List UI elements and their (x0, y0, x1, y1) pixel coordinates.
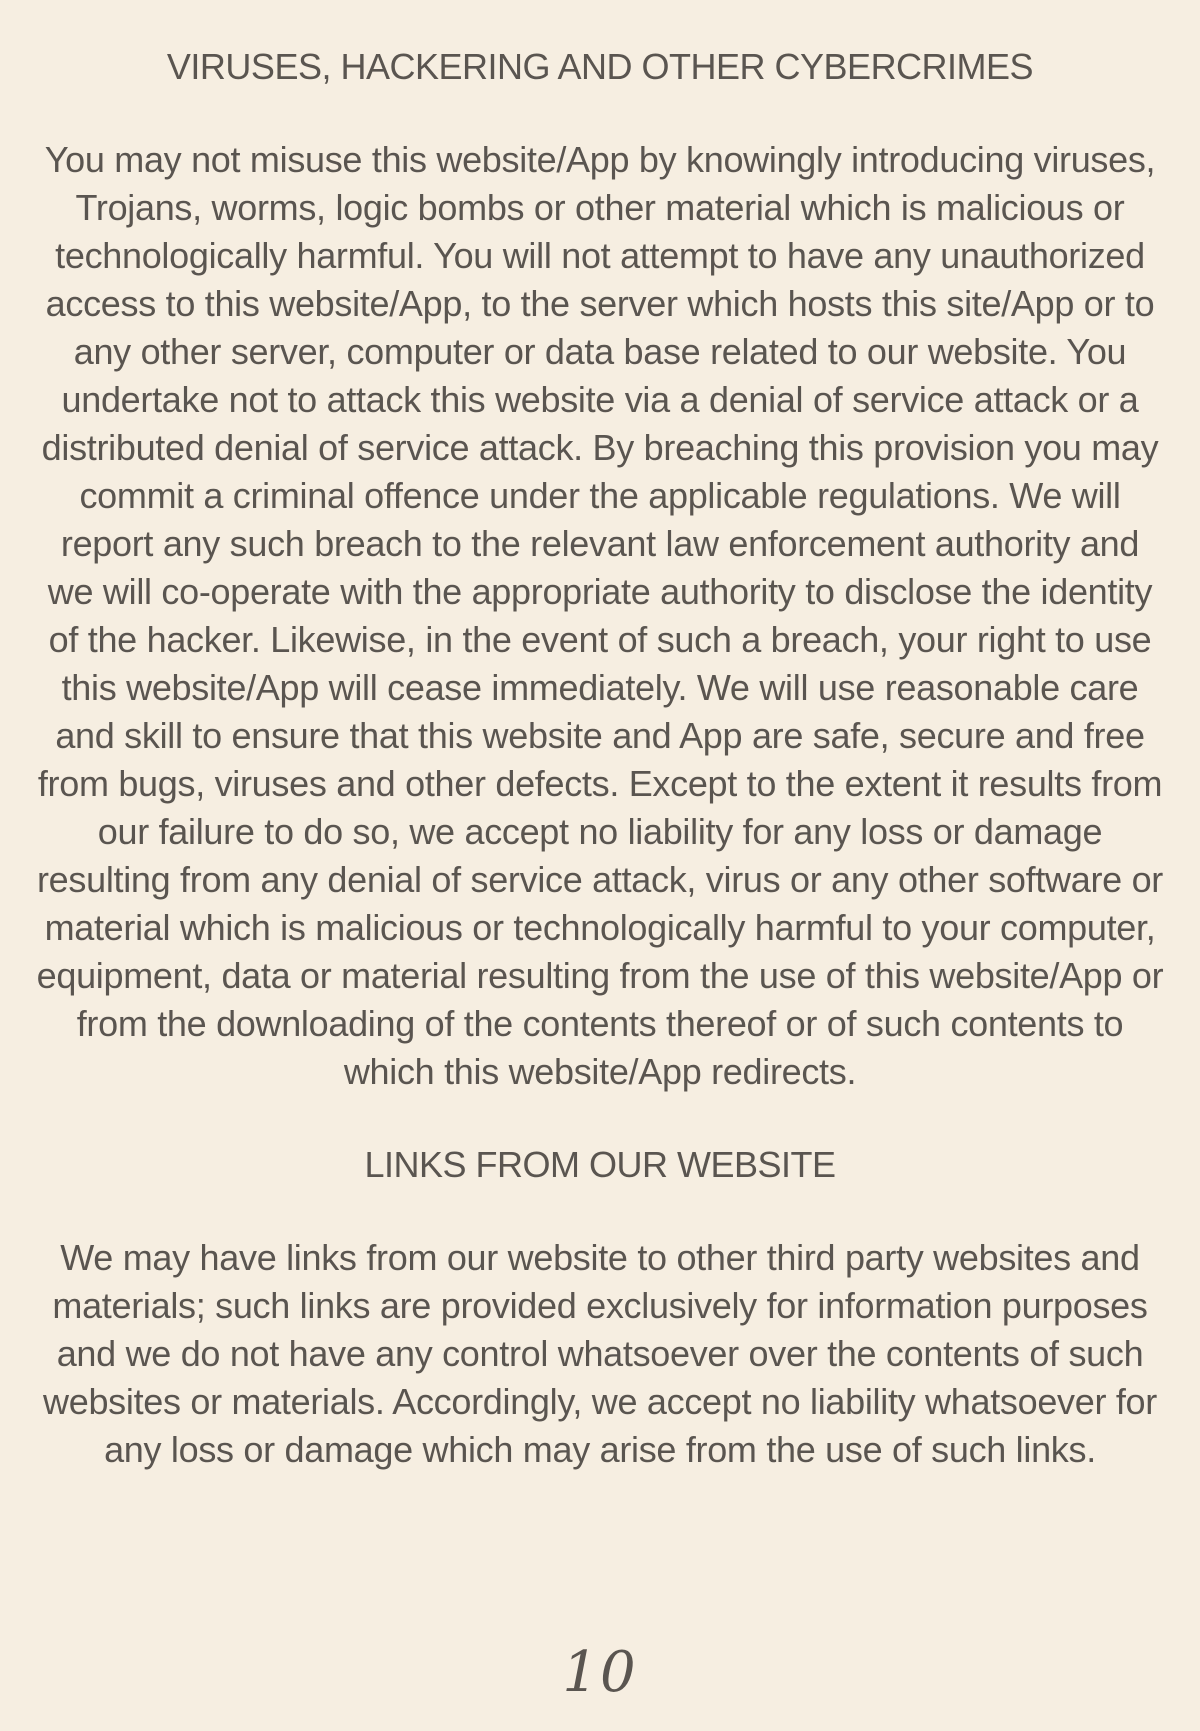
spacer (36, 1096, 1164, 1136)
section-viruses-hacking (36, 38, 1164, 1096)
spacer (36, 96, 1164, 136)
section-heading: LINKS FROM OUR WEBSITE (364, 1144, 836, 1185)
section-body: You may not misuse this website/App by knowingly introducing viruses, Trojans, worms, logic bombs or other material which is malicious or technologically harmful. You will not attempt to have any unauthorized access to this website/App, to the server which hosts this site/App or to any other server, computer or data base related to our website. You undertake not to attack this website via a denial of service attack or a distributed denial of service attack. By breaching this provision you may commit a criminal offence under the applicable regulations. We will report any such breach to the relevant law enforcement authority and we will co-operate with the appropriate authority to disclose the identity of the hacker. Likewise, in the event of such a breach, your right to use this website/App will cease immediately. We will use reasonable care and skill to ensure that this website and App are safe, secure and free from bugs, viruses and other defects. Except to the extent it results from our failure to do so, we accept no liability for any loss or damage resulting from any denial of service attack, virus or any other software or material which is malicious or technologically harmful to your computer, equipment, data or material resulting from the use of this website/App or from the downloading of the contents thereof or of such contents to which this website/App redirects. (36, 139, 1164, 1092)
page-number: 10 (562, 1640, 638, 1705)
spacer (36, 1194, 1164, 1234)
section-heading: VIRUSES, HACKERING AND OTHER CYBERCRIMES (166, 46, 1034, 87)
section-body: We may have links from our website to other third party websites and materials; such links are provided exclusively for information purposes and we do not have any control whatsoever over the contents of such websites or materials. Accordingly, we accept no liability whatsoever for any loss or damage which may arise from the use of such links. (43, 1237, 1157, 1470)
section-links (36, 1136, 1164, 1474)
